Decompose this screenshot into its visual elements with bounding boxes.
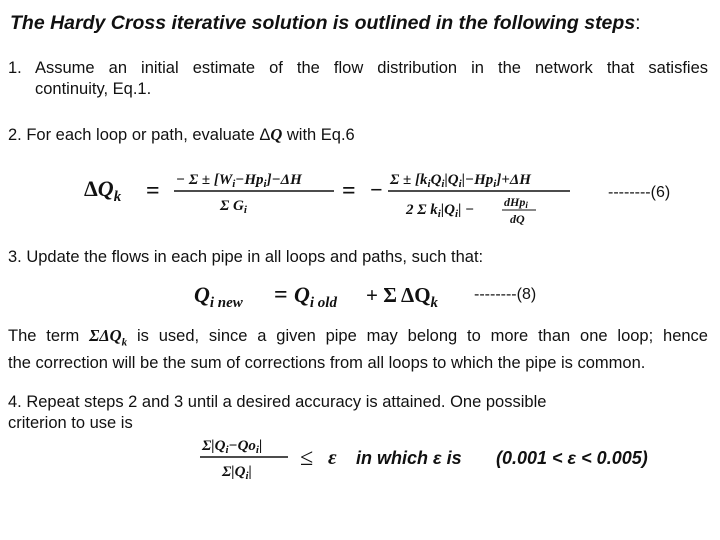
criterion-leq: ≤ (300, 445, 314, 471)
term-line-1-rest: is used, since a given pipe may belong to more than one loop; hence (127, 327, 708, 345)
equation-8 (190, 276, 460, 316)
step-1-line-2: continuity, Eq.1. (35, 80, 152, 98)
eq6-numerator-2: $\Sigma \pm [k_iQ_i|Q_i|-Hp_i]+\Delta H$ (390, 172, 531, 190)
eq6-denominator-2: 2 Σ $k_i|Q_i|$ − (406, 202, 475, 220)
eq6-denominator-1: Σ $G_i$ (220, 198, 247, 216)
criterion-in-which: in which ε is (356, 448, 462, 468)
step-4 (8, 392, 608, 434)
title-text: The Hardy Cross iterative solution is outlined in the following steps (10, 12, 636, 34)
term-pre: The term (8, 327, 80, 345)
step-2 (8, 124, 355, 146)
criterion-range: (0.001 < ε < 0.005) (496, 448, 648, 468)
equation-8-tag: --------(8) (474, 286, 537, 303)
step-2-text: 2. For each loop or path, evaluate Δ (8, 126, 271, 144)
step-1 (8, 58, 708, 100)
eq6-equals-1: = (146, 178, 160, 204)
equation-6-tag: --------(6) (608, 184, 671, 201)
term-symbol: $\Sigma\Delta Q_k$ (89, 326, 128, 349)
equation-6 (70, 160, 590, 232)
term-line-2: the correction will be the sum of corrections from all loops to which the pipe is common. (8, 354, 646, 373)
step-4-line-2: criterion to use is (8, 414, 133, 432)
criterion-denominator: $\Sigma|Q_i|$ (222, 464, 252, 482)
step-1-number: 1. (8, 59, 22, 77)
eq6-lhs: $\Delta Q_k$ (84, 176, 122, 205)
eq6-numerator-1: − $\Sigma \pm [W_i-Hp_i]-\Delta H$ (176, 172, 302, 190)
eq8-equals: = (274, 282, 288, 308)
eq6-minus: − (370, 177, 383, 202)
step-3: 3. Update the flows in each pipe in all loops and paths, such that: (8, 248, 484, 266)
term-line-1 (8, 325, 708, 353)
eq6-derivative-numerator: dHpi (504, 195, 528, 210)
step-4-line-1: 4. Repeat steps 2 and 3 until a desired accuracy is attained. One possible (8, 393, 547, 411)
criterion-epsilon: ε (328, 445, 337, 469)
eq6-derivative-denominator: dQ (510, 212, 525, 226)
eq8-q-old: $Q_{i old}$ (294, 282, 337, 311)
slide-title (10, 12, 641, 35)
eq8-correction-sum: + Σ $\Delta Q_k$ (366, 283, 439, 311)
eq6-equals-2: = (342, 178, 356, 204)
criterion-equation (196, 430, 696, 488)
eq8-q-new: $Q_{i new}$ (194, 282, 243, 311)
title-colon: : (635, 12, 641, 34)
step-2-symbol: Q (270, 125, 283, 144)
criterion-numerator: $\Sigma|Q_i-Qo_i|$ (202, 438, 263, 456)
term-paragraph (8, 325, 708, 374)
step-2-suffix: with Eq.6 (282, 126, 355, 144)
step-1-line-1: Assume an initial estimate of the flow distribution in the network that satisfies (35, 59, 708, 77)
